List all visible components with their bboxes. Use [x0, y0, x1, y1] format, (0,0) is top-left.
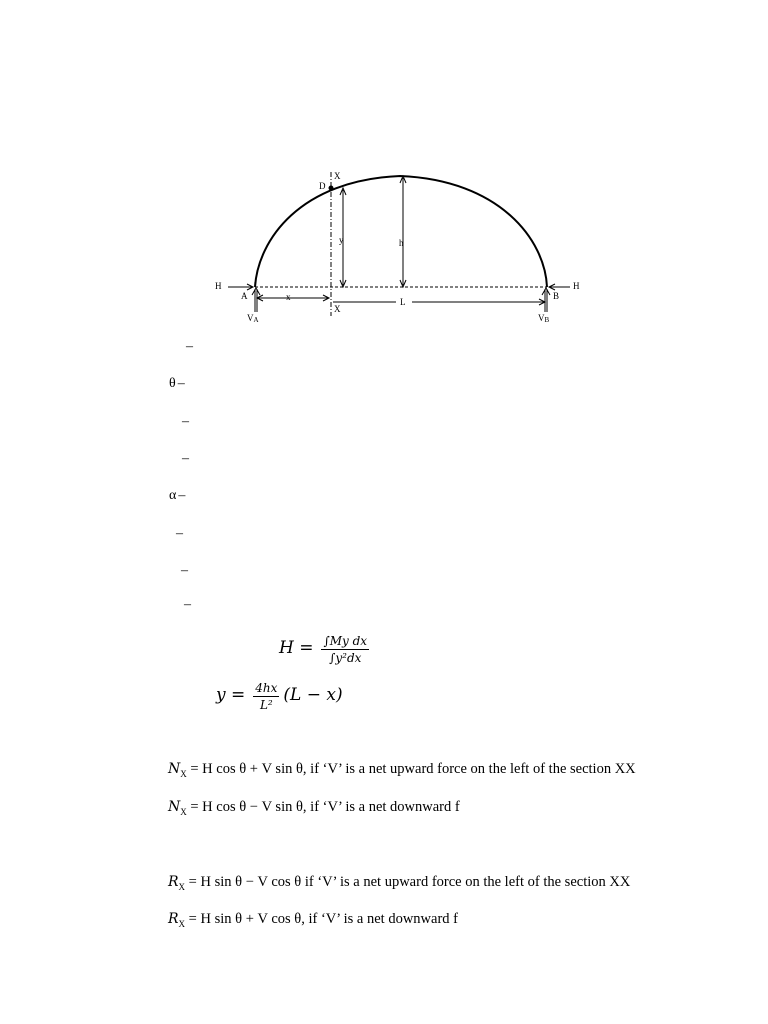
equation-y-fraction: [253, 681, 279, 712]
label-d: D: [319, 181, 326, 191]
dash: –: [182, 414, 189, 429]
force-sub: X: [178, 881, 186, 892]
label-vb: VB: [538, 313, 550, 324]
dash: –: [181, 563, 188, 578]
equation-h-numerator: ∫My dx: [323, 634, 368, 648]
force-var: N: [168, 761, 181, 777]
force-text: = H sin θ − V cos θ if ‘V’ is a net upward force on the left of the section XX: [188, 874, 631, 890]
symbol-row: [186, 339, 193, 355]
label-h-right: H: [573, 281, 580, 291]
normal-force-upward: [168, 761, 636, 779]
equation-y-rhs: (L − x): [283, 685, 343, 706]
label-h: h: [399, 238, 404, 248]
equation-y-lhs: y =: [216, 685, 246, 706]
arch-curve: [255, 176, 547, 287]
point-d: [329, 186, 334, 191]
symbol-row: [181, 563, 188, 579]
label-x-top: X: [334, 171, 341, 181]
label-l: L: [400, 297, 406, 307]
symbol-row: [182, 414, 189, 430]
label-a: A: [241, 291, 248, 301]
force-var: N: [168, 799, 181, 815]
equation-h: [279, 634, 369, 665]
radial-force-upward: [168, 874, 630, 892]
dash: –: [184, 597, 191, 612]
label-b: B: [553, 291, 560, 301]
radial-force-downward: [168, 911, 458, 929]
symbol-row: [169, 488, 185, 504]
dash: –: [178, 488, 186, 503]
equation-y-denominator: L²: [259, 698, 273, 712]
symbol-row: [184, 597, 191, 613]
dash: –: [176, 526, 183, 541]
symbol: θ: [169, 376, 176, 391]
symbol: α: [169, 488, 177, 503]
equation-y: [216, 681, 343, 712]
force-text: = H sin θ + V cos θ, if ‘V’ is a net downward f: [188, 911, 458, 927]
force-var: R: [168, 911, 179, 927]
label-va: VA: [247, 313, 259, 324]
force-var: R: [168, 874, 179, 890]
equation-h-fraction: [321, 634, 369, 665]
dash: –: [186, 339, 193, 354]
equation-h-denominator: ∫y²dx: [329, 651, 362, 665]
label-x-bottom: X: [334, 304, 341, 314]
force-text: = H cos θ + V sin θ, if ‘V’ is a net upward force on the left of the section XX: [190, 761, 636, 777]
label-x: x: [286, 292, 291, 302]
symbol-row: [176, 526, 183, 542]
force-sub: X: [180, 806, 187, 817]
label-h-left: H: [215, 281, 222, 291]
label-y: y: [339, 235, 344, 245]
arch-diagram: [0, 0, 768, 340]
dash: –: [177, 376, 185, 391]
symbol-row: [182, 451, 189, 467]
force-text: = H cos θ − V sin θ, if ‘V’ is a net downward f: [190, 799, 460, 815]
symbol-row: [169, 376, 185, 392]
dash: –: [182, 451, 189, 466]
equation-y-numerator: 4hx: [255, 681, 278, 695]
normal-force-downward: [168, 799, 460, 817]
force-sub: X: [178, 918, 186, 929]
equation-h-lhs: H =: [279, 638, 314, 659]
force-sub: X: [180, 768, 187, 779]
